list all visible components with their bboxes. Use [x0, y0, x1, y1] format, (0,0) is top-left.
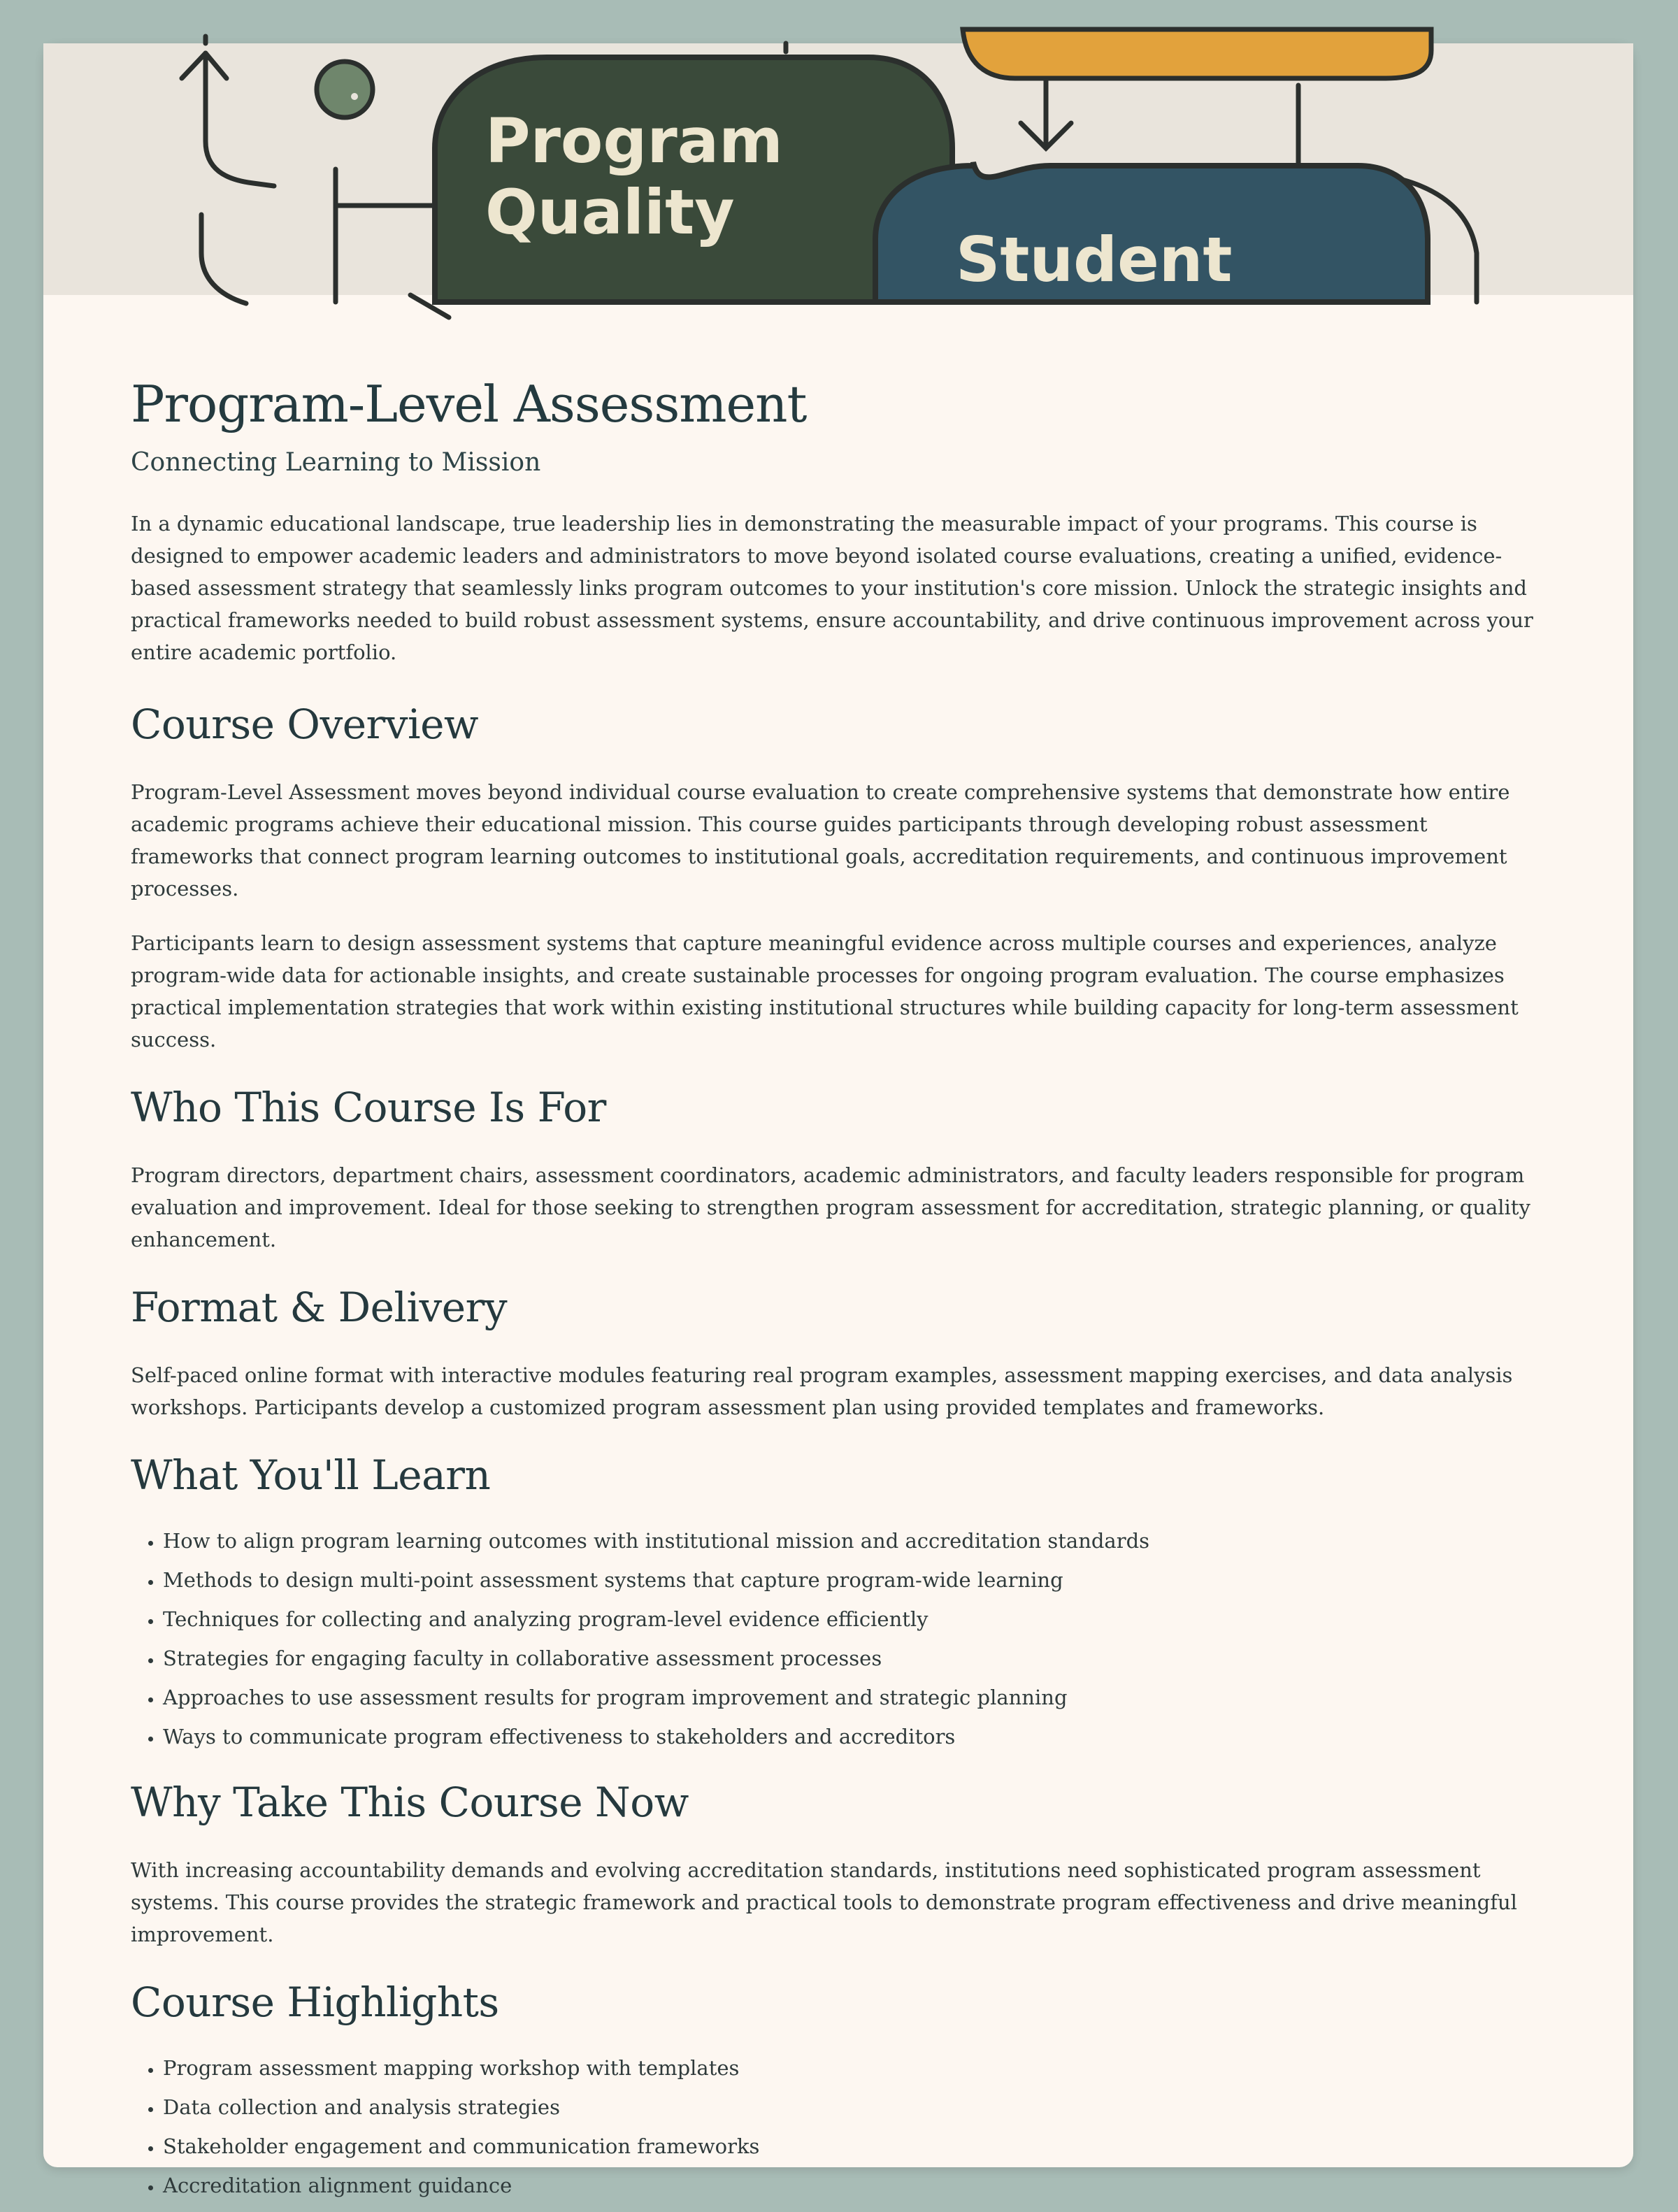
badge-student-text: Student [956, 224, 1233, 296]
badge-program-text: Program [485, 105, 783, 177]
accent-badge [963, 29, 1431, 78]
hero-illustration [43, 43, 1633, 295]
badge-quality-text: Quality [485, 176, 735, 248]
audience-paragraph: Program directors, department chairs, assessment coordinators, academic administrators, and faculty leaders responsible for program evaluation and improvement. Ideal for those seeking to strengthen program assessment for accreditation, strategic planning, or quality enhancement. [131, 1163, 1530, 1251]
list-item: • Data collection and analysis strategies [163, 2088, 1550, 2127]
highlights-list [131, 2048, 1550, 2205]
list-item: • Strategies for engaging faculty in collaborative assessment processes [163, 1639, 1550, 1678]
list-item: • Program assessment mapping workshop with templates [163, 2048, 1550, 2088]
list-item: • Methods to design multi-point assessment systems that capture program-wide learning [163, 1560, 1550, 1600]
overview-paragraph-2: Participants learn to design assessment systems that capture meaningful evidence across multiple courses and experiences, analyze program-wide data for actionable insights, and create sustainable processes for ongoing program evaluation. The course emphasizes practical implementation strategies that work within existing institutional structures while building capacity for long-term assessment success. [131, 931, 1519, 1051]
course-card [43, 43, 1633, 2197]
list-item: • Accreditation alignment guidance [163, 2166, 1550, 2205]
hero-graphic [43, 43, 1633, 295]
intro-paragraph: In a dynamic educational landscape, true leadership lies in demonstrating the measurable impact of your programs. This course is designed to empower academic leaders and administrators to move beyond isolated course evaluations, creating a unified, evidence-based assessment strategy that seamlessly links program outcomes to your institution's core mission. Unlock the strategic insights and practical frameworks needed to build robust assessment systems, ensure accountability, and drive continuous improvement across your entire academic portfolio. [131, 512, 1533, 664]
audience-heading: Who This Course Is For [131, 1084, 606, 1131]
list-item: • Approaches to use assessment results for program improvement and strategic planning [163, 1678, 1550, 1717]
learn-heading: What You'll Learn [131, 1451, 491, 1499]
overview-paragraph-1: Program-Level Assessment moves beyond individual course evaluation to create comprehensive systems that demonstrate how entire academic programs achieve their educational mission. This course guides participants through developing robust assessment frameworks that connect program learning outcomes to institutional goals, accreditation requirements, and continuous improvement processes. [131, 780, 1510, 900]
dot-icon [317, 62, 373, 117]
list-item: • Techniques for collecting and analyzing program-level evidence efficiently [163, 1600, 1550, 1639]
why-paragraph: With increasing accountability demands and evolving accreditation standards, institutions need sophisticated program assessment systems. This course provides the strategic framework and practical tools to demonstrate program effectiveness and drive meaningful improvement. [131, 1858, 1517, 1946]
highlights-heading: Course Highlights [131, 1978, 499, 2026]
list-item: • Stakeholder engagement and communication frameworks [163, 2127, 1550, 2166]
page-subtitle: Connecting Learning to Mission [131, 448, 541, 477]
format-heading: Format & Delivery [131, 1284, 508, 1331]
page-title: Program-Level Assessment [131, 375, 807, 433]
arrow-up-icon [182, 36, 274, 186]
course-content [131, 372, 1550, 2205]
format-paragraph: Self-paced online format with interactive modules featuring real program examples, assessment mapping exercises, and data analysis workshops. Participants develop a customized program assessment plan using provided templates and frameworks. [131, 1363, 1513, 1419]
list-item: • How to align program learning outcomes with institutional mission and accreditation standards [163, 1521, 1550, 1560]
list-item: • Ways to communicate program effectiveness to stakeholders and accreditors [163, 1717, 1550, 1756]
why-heading: Why Take This Course Now [131, 1779, 689, 1826]
overview-heading: Course Overview [131, 701, 479, 748]
learn-list [131, 1521, 1550, 1756]
